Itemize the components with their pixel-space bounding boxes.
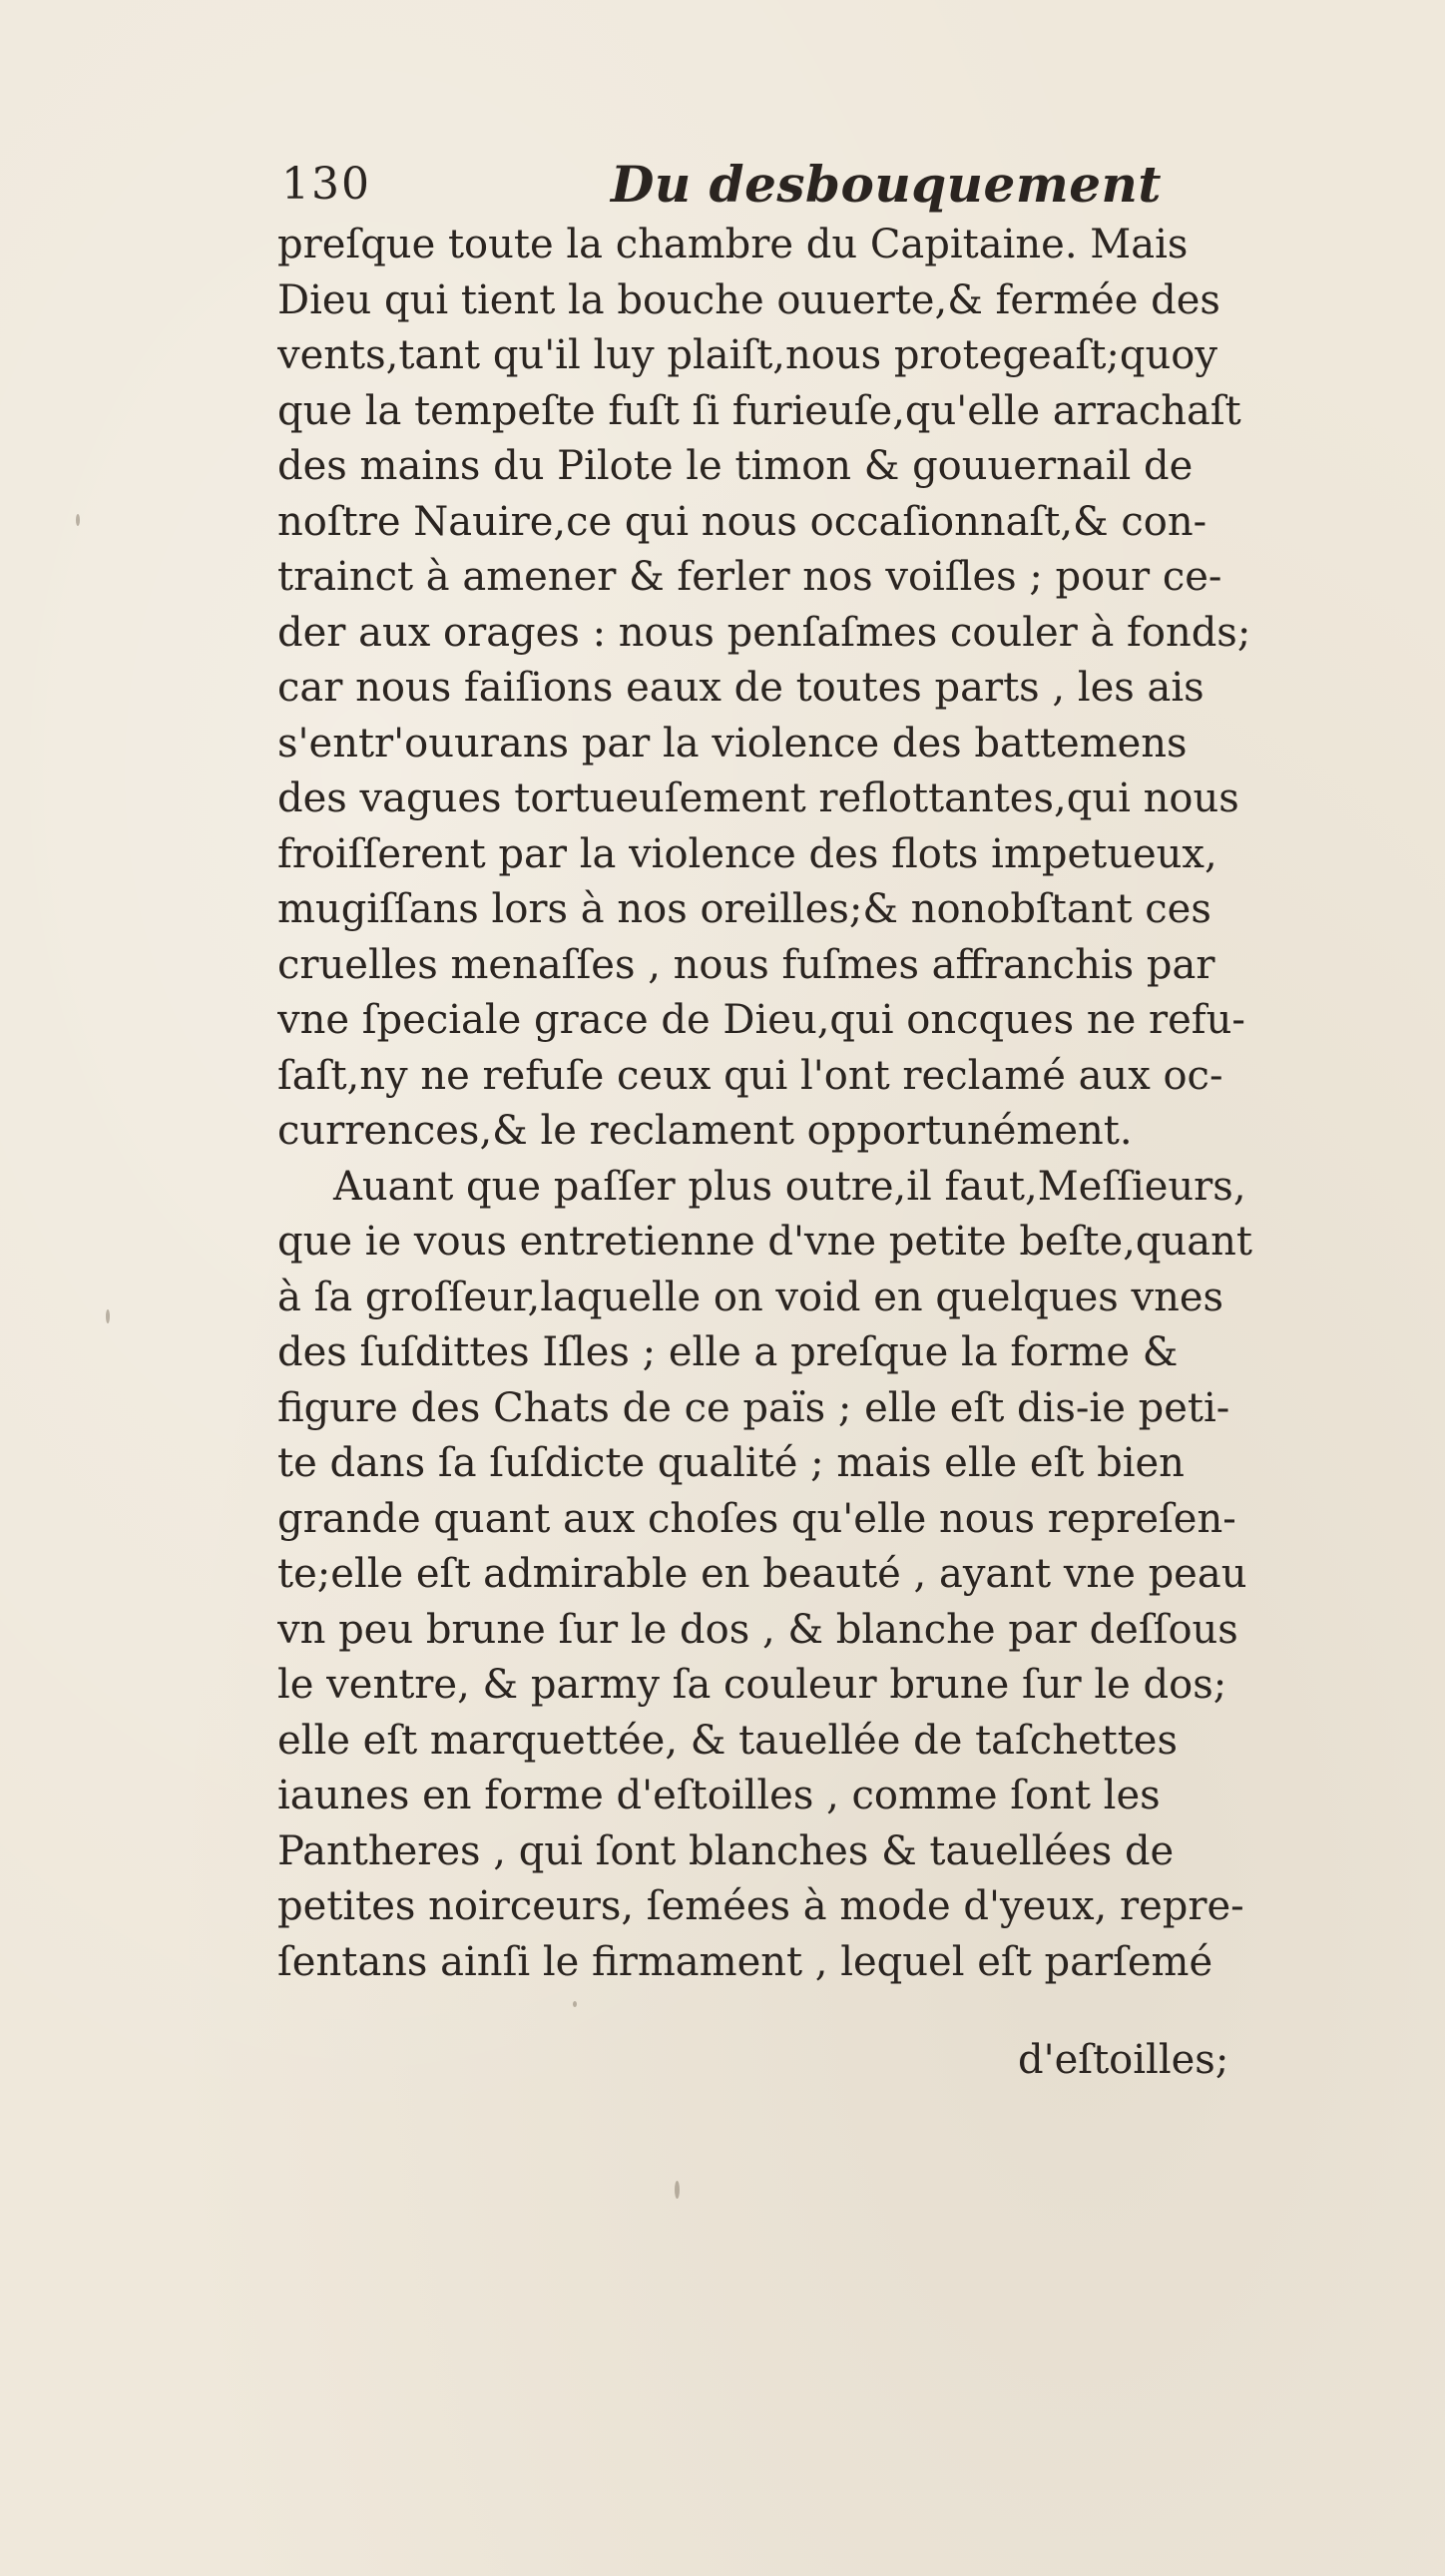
text-line: que la tempeſte fuſt ſi furieuſe,qu'elle arrachaſt bbox=[277, 387, 1241, 434]
text-line: te;elle eſt admirable en beauté , ayant vne peau bbox=[277, 1551, 1247, 1597]
text-line: elle eſt marquettée, & tauellée de taſchettes bbox=[277, 1717, 1178, 1764]
text-line: le ventre, & parmy ſa couleur brune ſur le dos; bbox=[277, 1662, 1227, 1708]
running-head: Du desbouquement bbox=[611, 155, 1162, 214]
text-line: des ſuſdittes Iſles ; elle a preſque la forme & bbox=[277, 1329, 1179, 1375]
body-text bbox=[277, 218, 1397, 1990]
paper-speck bbox=[106, 1309, 110, 1323]
text-line: vne ſpeciale grace de Dieu,qui oncques ne refu- bbox=[277, 997, 1245, 1043]
text-line: grande quant aux choſes qu'elle nous repreſen- bbox=[277, 1495, 1236, 1542]
text-line: preſque toute la chambre du Capitaine. Mais bbox=[277, 222, 1189, 267]
text-line: figure des Chats de ce païs ; elle eſt dis-ie peti- bbox=[277, 1384, 1230, 1431]
page-number: 130 bbox=[281, 159, 371, 210]
text-line: mugiſſans lors à nos oreilles;& nonobſtant ces bbox=[277, 886, 1211, 932]
text-line: à ſa groſſeur,laquelle on void en quelques vnes bbox=[277, 1274, 1224, 1320]
paper-speck bbox=[675, 2181, 680, 2199]
text-line: Dieu qui tient la bouche ouuerte,& fermée des bbox=[277, 276, 1220, 323]
text-line: vn peu brune ſur le dos , & blanche par deſſous bbox=[277, 1606, 1238, 1653]
catchword: d'eſtoilles; bbox=[1018, 2037, 1229, 2083]
text-line: Pantheres , qui ſont blanches & tauellées de bbox=[277, 1827, 1175, 1874]
paper-speck bbox=[573, 2001, 577, 2007]
text-line: s'entr'ouurans par la violence des battemens bbox=[277, 720, 1188, 767]
text-line: cruelles menaſſes , nous fuſmes affranchis par bbox=[277, 941, 1215, 988]
text-line: froiſſerent par la violence des flots impetueux, bbox=[277, 830, 1217, 877]
text-line: ſentans ainſi le firmament , lequel eſt parſemé bbox=[277, 1938, 1213, 1985]
text-line: currences,& le reclament opportunément. bbox=[277, 1108, 1133, 1154]
text-line: vents,tant qu'il luy plaiſt,nous protegeaſt;quoy bbox=[277, 332, 1217, 378]
text-line: des mains du Pilote le timon & gouuernail de bbox=[277, 443, 1194, 489]
text-line: car nous faiſions eaux de toutes parts , les ais bbox=[277, 665, 1204, 711]
text-line: des vagues tortueuſement reflottantes,qui nous bbox=[277, 775, 1239, 821]
text-line: petites noirceurs, ſemées à mode d'yeux, repre- bbox=[277, 1883, 1244, 1929]
page-header bbox=[281, 150, 1239, 220]
paper-speck bbox=[76, 514, 80, 526]
text-line: trainct à amener & ferler nos voiſles ; pour ce- bbox=[277, 554, 1222, 600]
text-line: der aux orages : nous penſaſmes couler à fonds; bbox=[277, 609, 1251, 656]
text-line: que ie vous entretienne d'vne petite beſte,quant bbox=[277, 1219, 1252, 1265]
text-line: ſaſt,ny ne refuſe ceux qui l'ont reclamé aux oc- bbox=[277, 1052, 1223, 1099]
paragraph-first-line: Auant que paſſer plus outre,il faut,Meſſieurs, bbox=[333, 1163, 1246, 1210]
text-line: iaunes en forme d'eſtoilles , comme ſont les bbox=[277, 1773, 1161, 1818]
text-line: noſtre Nauire,ce qui nous occaſionnaſt,& con- bbox=[277, 498, 1207, 545]
text-line: te dans ſa ſuſdicte qualité ; mais elle eſt bien bbox=[277, 1440, 1185, 1486]
